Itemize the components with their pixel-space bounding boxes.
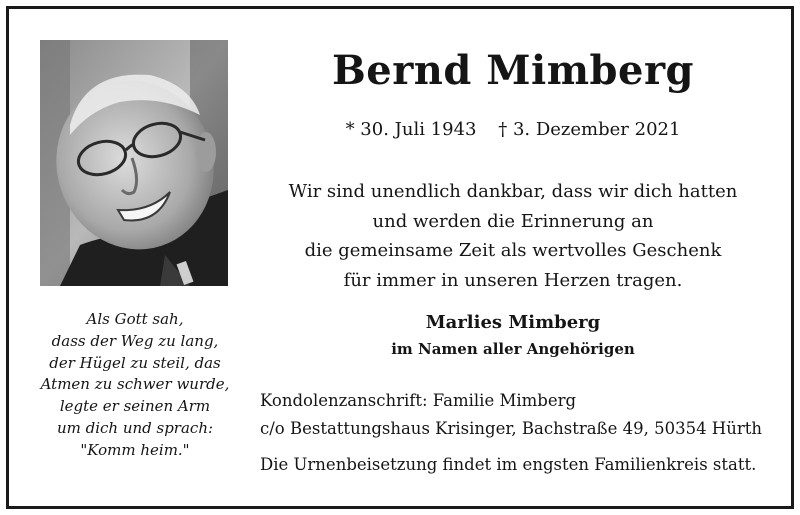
poem-line: legte er seinen Arm: [59, 397, 211, 416]
verse-line: die gemeinsame Zeit als wertvolles Geschenk: [304, 240, 722, 261]
poem-line: "Komm heim.": [80, 440, 190, 459]
poem-line: der Hügel zu steil, das: [49, 353, 221, 372]
signer-name: Marlies Mimberg: [425, 312, 601, 333]
verse-line: für immer in unseren Herzen tragen.: [343, 269, 683, 291]
poem-line: Atmen zu schwer wurde,: [40, 375, 230, 394]
verse-line: und werden die Erinnerung an: [372, 210, 654, 232]
verse-line: Wir sind unendlich dankbar, dass wir dich hatten: [288, 181, 738, 202]
birth-date: * 30. Juli 1943: [345, 119, 477, 140]
condolence-address: [260, 387, 780, 443]
address-line: c/o Bestattungshaus Krisinger, Bachstraße 49, 50354 Hürth: [260, 419, 762, 438]
death-date: † 3. Dezember 2021: [498, 119, 681, 140]
poem: [39, 309, 231, 462]
obituary-notice: [6, 6, 794, 509]
life-dates: [259, 119, 767, 140]
deceased-name: Bernd Mimberg: [331, 47, 695, 94]
poem-line: Als Gott sah,: [86, 310, 184, 328]
verse: [259, 177, 767, 295]
funeral-note: Die Urnenbeisetzung findet im engsten Familienkreis statt.: [260, 455, 757, 474]
signer-note: im Namen aller Angehörigen: [391, 340, 635, 358]
poem-line: dass der Weg zu lang,: [51, 331, 219, 350]
poem-line: um dich und sprach:: [56, 418, 214, 437]
portrait-photo: [40, 40, 228, 286]
address-line: Kondolenzanschrift: Familie Mimberg: [260, 391, 577, 410]
